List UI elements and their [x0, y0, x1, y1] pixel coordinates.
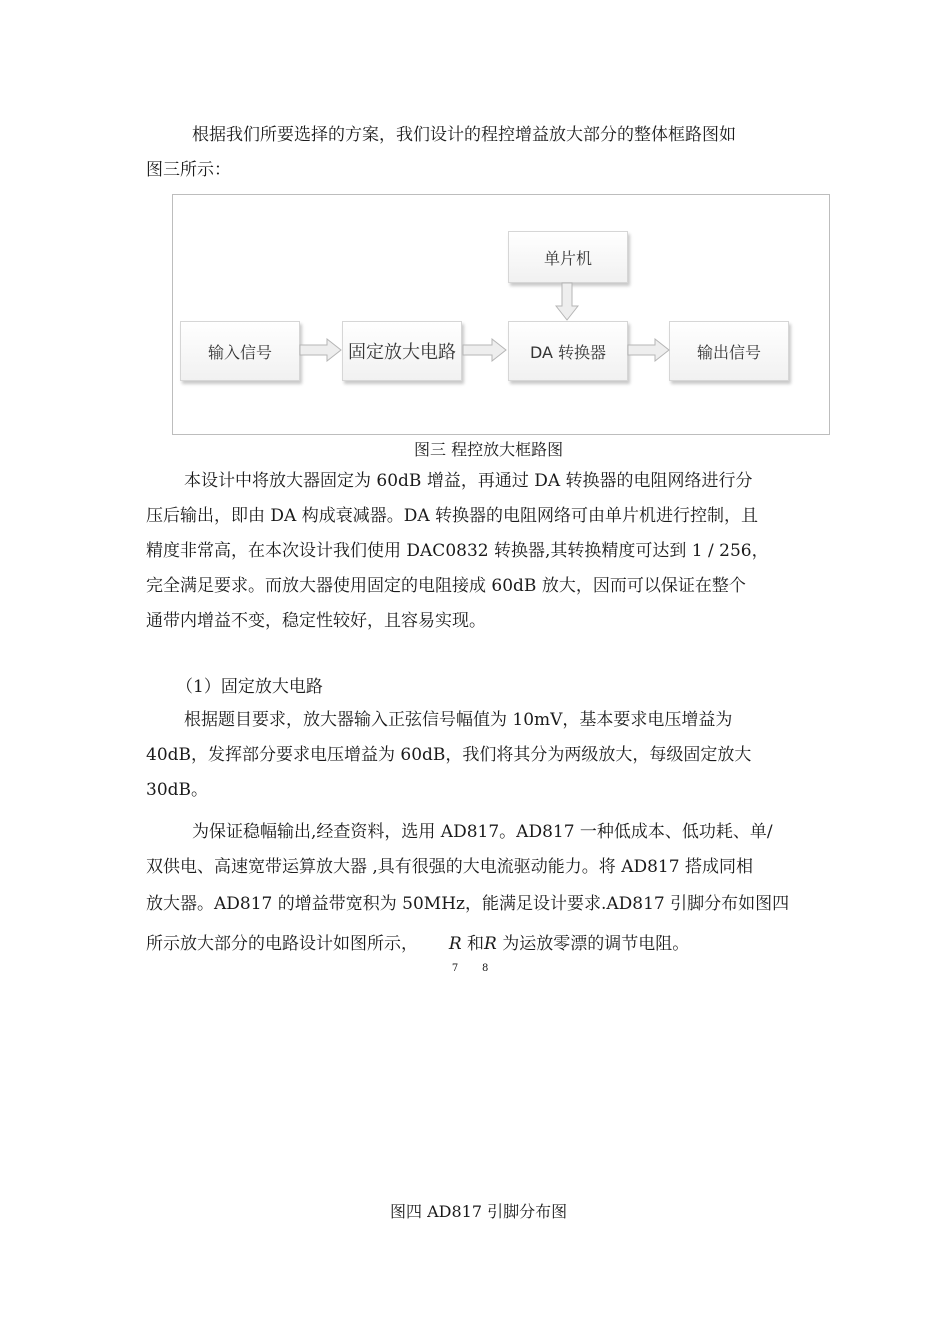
- input-signal-label: 输入信号: [207, 342, 272, 362]
- r7-subscript: 7: [451, 963, 459, 974]
- da-converter-label: DA 转换器: [529, 342, 607, 362]
- para3-line-4: [146, 927, 690, 974]
- fixed-amp-label: 固定放大电路: [348, 342, 456, 363]
- da-converter-block: [508, 321, 628, 381]
- section-para-line-1: 根据题目要求，放大器输入正弦信号幅值为 10mV，基本要求电压增益为: [184, 710, 733, 730]
- arrow-right-icon: [462, 338, 508, 362]
- section-heading: （1）固定放大电路: [176, 677, 323, 697]
- last-line-prefix: 所示放大部分的电路设计如图所示，: [146, 934, 418, 954]
- figure-3-caption: 图三 程控放大框路图: [414, 440, 564, 459]
- mcu-block-label: 单片机: [543, 248, 592, 268]
- intro-line-1: 根据我们所要选择的方案，我们设计的程控增益放大部分的整体框路图如: [192, 125, 736, 145]
- mcu-block: [508, 231, 628, 283]
- r8-symbol: R 8: [484, 934, 497, 954]
- para1-line-2: 压后输出，即由 DA 构成衰减器。DA 转换器的电阻网络可由单片机进行控制，且: [146, 506, 759, 526]
- section-para-line-2: 40dB，发挥部分要求电压增益为 60dB，我们将其分为两级放大，每级固定放大: [146, 745, 752, 765]
- output-signal-label: 输出信号: [696, 342, 761, 362]
- para1-line-3: 精度非常高，在本次设计我们使用 DAC0832 转换器,其转换精度可达到 1 / 256，: [146, 541, 769, 561]
- para3-line-3: 放大器。AD817 的增益带宽积为 50MHz，能满足设计要求.AD817 引脚分布如图四: [146, 894, 790, 914]
- last-line-suffix: 为运放零漂的调节电阻。: [502, 934, 690, 954]
- intro-line-2: 图三所示：: [146, 160, 231, 180]
- block-diagram-figure: [172, 194, 830, 435]
- fixed-amp-block: [342, 321, 462, 381]
- output-signal-block: [669, 321, 789, 381]
- r8-subscript: 8: [482, 963, 489, 974]
- para1-line-5: 通带内增益不变，稳定性较好，且容易实现。: [146, 611, 486, 631]
- para3-line-2: 双供电、高速宽带运算放大器 ,具有很强的大电流驱动能力。将 AD817 搭成同相: [146, 857, 753, 877]
- arrow-right-icon: [299, 338, 343, 362]
- para1-line-4: 完全满足要求。而放大器使用固定的电阻接成 60dB 放大，因而可以保证在整个: [146, 576, 746, 596]
- para1-line-1: 本设计中将放大器固定为 60dB 增益，再通过 DA 转换器的电阻网络进行分: [184, 471, 753, 491]
- figure-4-caption: 图四 AD817 引脚分布图: [390, 1202, 568, 1221]
- input-signal-block: [180, 321, 300, 381]
- para3-line-1: 为保证稳幅输出,经查资料，选用 AD817。AD817 一种低成本、低功耗、单/: [192, 822, 773, 842]
- arrow-right-icon: [627, 338, 671, 362]
- and-text: 和: [467, 934, 485, 954]
- arrow-down-icon: [555, 282, 579, 322]
- section-para-line-3: 30dB。: [146, 780, 209, 800]
- r7-symbol: R 7: [449, 934, 462, 954]
